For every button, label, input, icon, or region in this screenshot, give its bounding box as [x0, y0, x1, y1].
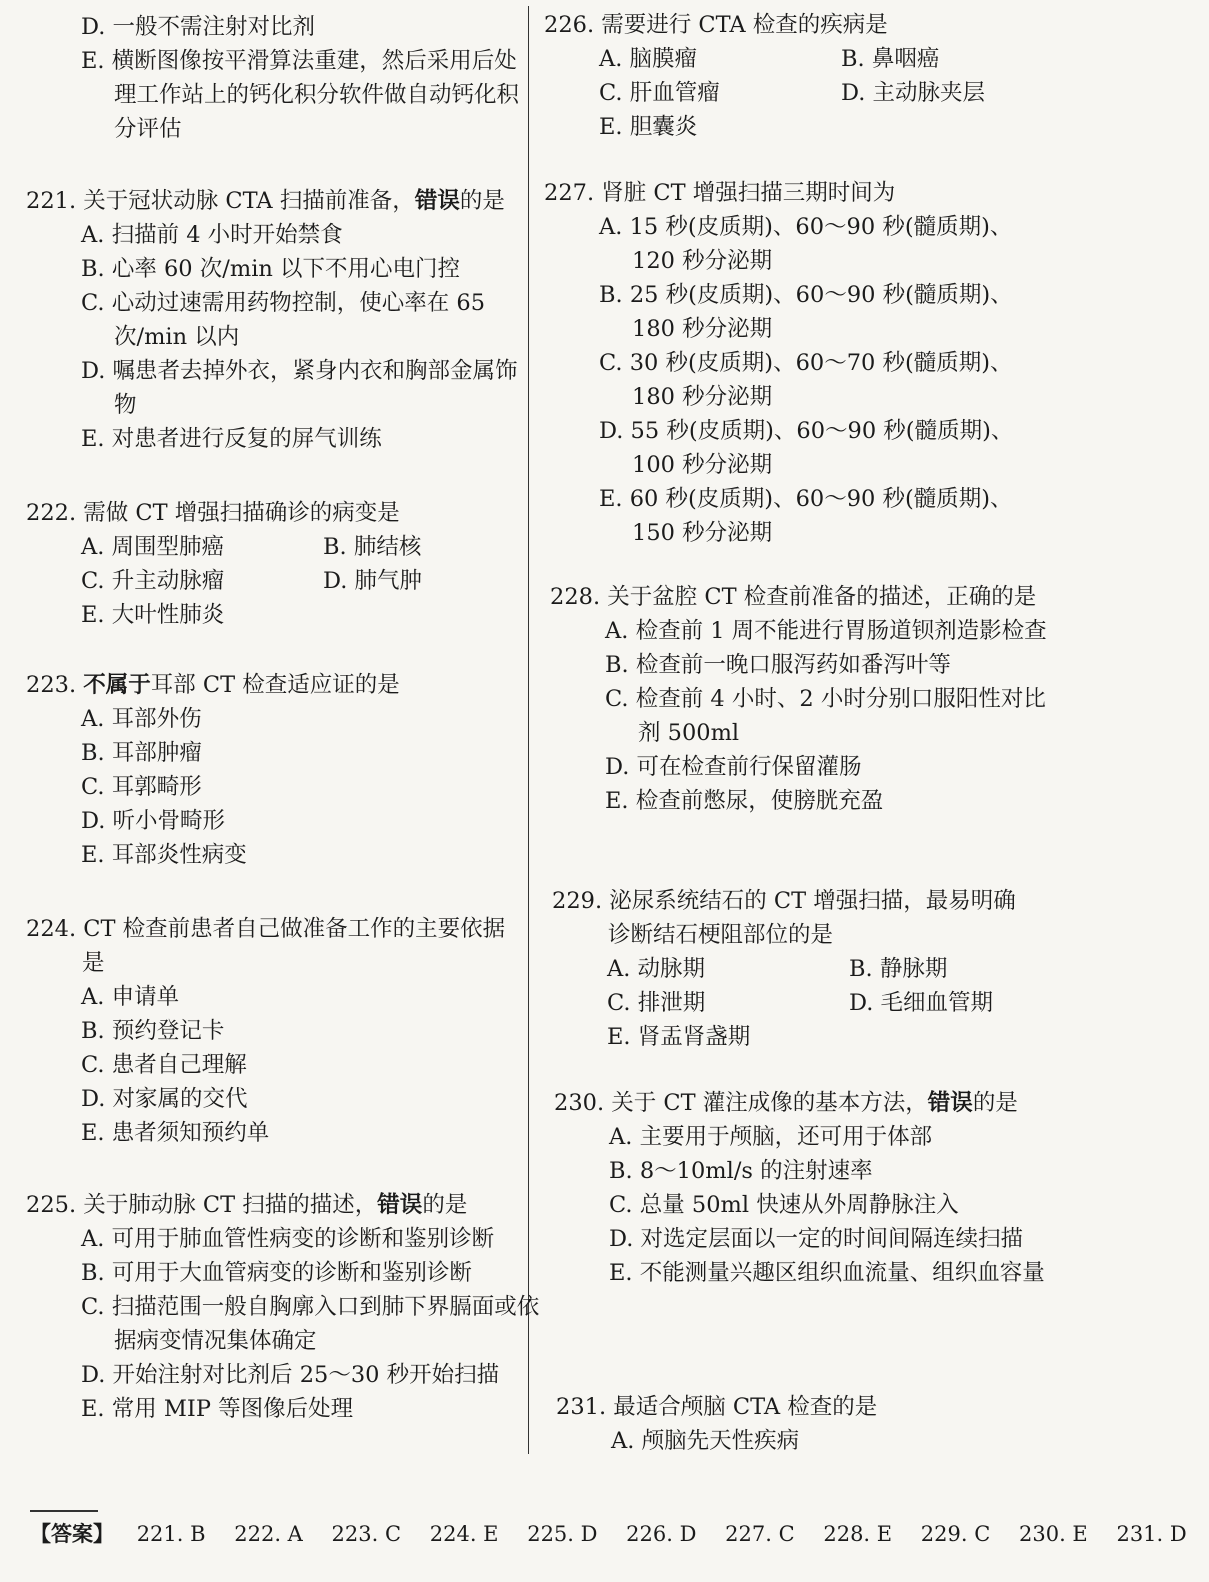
question-stem: 231. 最适合颅脑 CTA 检查的是: [556, 1394, 878, 1420]
option-row: [552, 952, 1054, 986]
answer-item: 222. A: [234, 1522, 303, 1546]
question-225: [26, 1188, 540, 1426]
answer-item: 227. C: [725, 1522, 795, 1546]
question-230: [554, 1086, 1054, 1290]
option-a: A. 主要用于颅脑，还可用于体部: [609, 1124, 933, 1150]
answer-divider: [30, 1510, 98, 1512]
question-221: [26, 184, 526, 456]
option-e: E. 横断图像按平滑算法重建，然后采用后处理工作站上的钙化积分软件做自动钙化积分评估: [81, 48, 520, 142]
answer-item: 231. D: [1116, 1522, 1187, 1546]
answer-key: [30, 1518, 1187, 1550]
option-c: C. 排泄期: [607, 990, 706, 1016]
option-a: A. 可用于肺血管性病变的诊断和鉴别诊断: [81, 1226, 495, 1252]
option-row: [544, 42, 1054, 76]
option-d: D. 听小骨畸形: [81, 808, 226, 834]
option-row: [544, 76, 1054, 110]
question-stem: 225. 关于肺动脉 CT 扫描的描述，错误的是: [26, 1192, 468, 1218]
option-c: C. 心动过速需用药物控制，使心率在 65 次/min 以内: [81, 290, 486, 350]
question-220-tail: [26, 10, 526, 146]
question-stem: 227. 肾脏 CT 增强扫描三期时间为: [544, 180, 896, 206]
option-b: B. 肺结核: [323, 534, 422, 560]
option-a: A. 周围型肺癌: [81, 534, 225, 560]
question-stem: 230. 关于 CT 灌注成像的基本方法，错误的是: [554, 1090, 1018, 1116]
question-227: [544, 176, 1054, 550]
option-d: D. 对家属的交代: [81, 1086, 248, 1112]
answer-label: 【答案】: [30, 1521, 114, 1546]
option-d: D. 肺气肿: [323, 568, 423, 594]
answer-item: 221. B: [136, 1522, 206, 1546]
option-d: D. 对选定层面以一定的时间间隔连续扫描: [609, 1226, 1024, 1252]
option-c: C. 总量 50ml 快速从外周静脉注入: [609, 1192, 959, 1218]
answer-item: 226. D: [626, 1522, 697, 1546]
question-stem: 221. 关于冠状动脉 CTA 扫描前准备，错误的是: [26, 188, 505, 214]
option-c: C. 肝血管瘤: [599, 80, 720, 106]
option-e: E. 大叶性肺炎: [81, 602, 225, 628]
option-c: C. 30 秒(皮质期)、60～70 秒(髓质期)、180 秒分泌期: [599, 350, 1013, 410]
option-a: A. 动脉期: [607, 956, 706, 982]
question-stem: 229. 泌尿系统结石的 CT 增强扫描，最易明确诊断结石梗阻部位的是: [552, 888, 1016, 948]
answer-item: 230. E: [1019, 1522, 1088, 1546]
option-b: B. 8～10ml/s 的注射速率: [609, 1158, 873, 1184]
option-a: A. 脑膜瘤: [599, 46, 698, 72]
option-row: [544, 110, 1054, 144]
option-b: B. 25 秒(皮质期)、60～90 秒(髓质期)、180 秒分泌期: [599, 282, 1013, 342]
question-stem: 224. CT 检查前患者自己做准备工作的主要依据是: [26, 916, 506, 976]
option-d: D. 嘱患者去掉外衣，紧身内衣和胸部金属饰物: [81, 358, 518, 418]
answer-item: 228. E: [823, 1522, 893, 1546]
question-231: [556, 1390, 1054, 1458]
option-a: A. 耳部外伤: [81, 706, 202, 732]
option-c: C. 扫描范围一般自胸廓入口到肺下界膈面或依据病变情况集体确定: [81, 1294, 540, 1354]
answer-item: 224. E: [429, 1522, 499, 1546]
option-a: A. 检查前 1 周不能进行胃肠道钡剂造影检查: [605, 618, 1047, 644]
answer-item: 223. C: [331, 1522, 402, 1546]
option-e: E. 对患者进行反复的屏气训练: [81, 426, 382, 452]
question-224: [26, 912, 526, 1150]
option-row: [552, 1020, 1054, 1054]
option-a: A. 15 秒(皮质期)、60～90 秒(髓质期)、120 秒分泌期: [599, 214, 1013, 274]
option-a: A. 扫描前 4 小时开始禁食: [81, 222, 343, 248]
option-d: D. 开始注射对比剂后 25～30 秒开始扫描: [81, 1362, 500, 1388]
option-b: B. 检查前一晚口服泻药如番泻叶等: [605, 652, 951, 678]
option-e: E. 耳部炎性病变: [81, 842, 247, 868]
option-e: E. 患者须知预约单: [81, 1120, 270, 1146]
option-b: B. 可用于大血管病变的诊断和鉴别诊断: [81, 1260, 472, 1286]
option-c: C. 患者自己理解: [81, 1052, 247, 1078]
option-b: B. 鼻咽癌: [841, 46, 940, 72]
option-d: D. 主动脉夹层: [841, 80, 986, 106]
option-b: B. 心率 60 次/min 以下不用心电门控: [81, 256, 461, 282]
option-b: B. 耳部肿瘤: [81, 740, 202, 766]
question-223: [26, 668, 526, 872]
option-row: [26, 564, 526, 598]
option-e: E. 胆囊炎: [599, 114, 698, 140]
option-e: E. 60 秒(皮质期)、60～90 秒(髓质期)、150 秒分泌期: [599, 486, 1013, 546]
question-stem: 222. 需做 CT 增强扫描确诊的病变是: [26, 500, 400, 526]
question-stem: 226. 需要进行 CTA 检查的疾病是: [544, 12, 888, 38]
answer-item: 229. C: [920, 1522, 991, 1546]
option-d: D. 55 秒(皮质期)、60～90 秒(髓质期)、100 秒分泌期: [599, 418, 1014, 478]
answer-item: 225. D: [527, 1522, 598, 1546]
option-c: C. 检查前 4 小时、2 小时分别口服阳性对比剂 500ml: [605, 686, 1046, 746]
option-d: D. 毛细血管期: [849, 990, 994, 1016]
option-a: A. 颅脑先天性疾病: [611, 1428, 800, 1454]
question-229: [552, 884, 1054, 1054]
question-226: [544, 8, 1054, 144]
question-222: [26, 496, 526, 632]
column-divider: [528, 6, 529, 1454]
option-c: C. 耳郭畸形: [81, 774, 202, 800]
question-stem: 223. 不属于耳部 CT 检查适应证的是: [26, 672, 400, 698]
question-228: [550, 580, 1054, 818]
option-b: B. 预约登记卡: [81, 1018, 225, 1044]
option-row: [26, 598, 526, 632]
question-stem: 228. 关于盆腔 CT 检查前准备的描述，正确的是: [550, 584, 1037, 610]
option-e: E. 不能测量兴趣区组织血流量、组织血容量: [609, 1260, 1045, 1286]
option-b: B. 静脉期: [849, 956, 948, 982]
option-e: E. 检查前憋尿，使膀胱充盈: [605, 788, 884, 814]
option-e: E. 常用 MIP 等图像后处理: [81, 1396, 354, 1422]
option-a: A. 申请单: [81, 984, 180, 1010]
option-c: C. 升主动脉瘤: [81, 568, 225, 594]
option-e: E. 肾盂肾盏期: [607, 1024, 751, 1050]
option-d: D. 可在检查前行保留灌肠: [605, 754, 862, 780]
option-d: D. 一般不需注射对比剂: [81, 14, 316, 40]
option-row: [26, 530, 526, 564]
option-row: [552, 986, 1054, 1020]
